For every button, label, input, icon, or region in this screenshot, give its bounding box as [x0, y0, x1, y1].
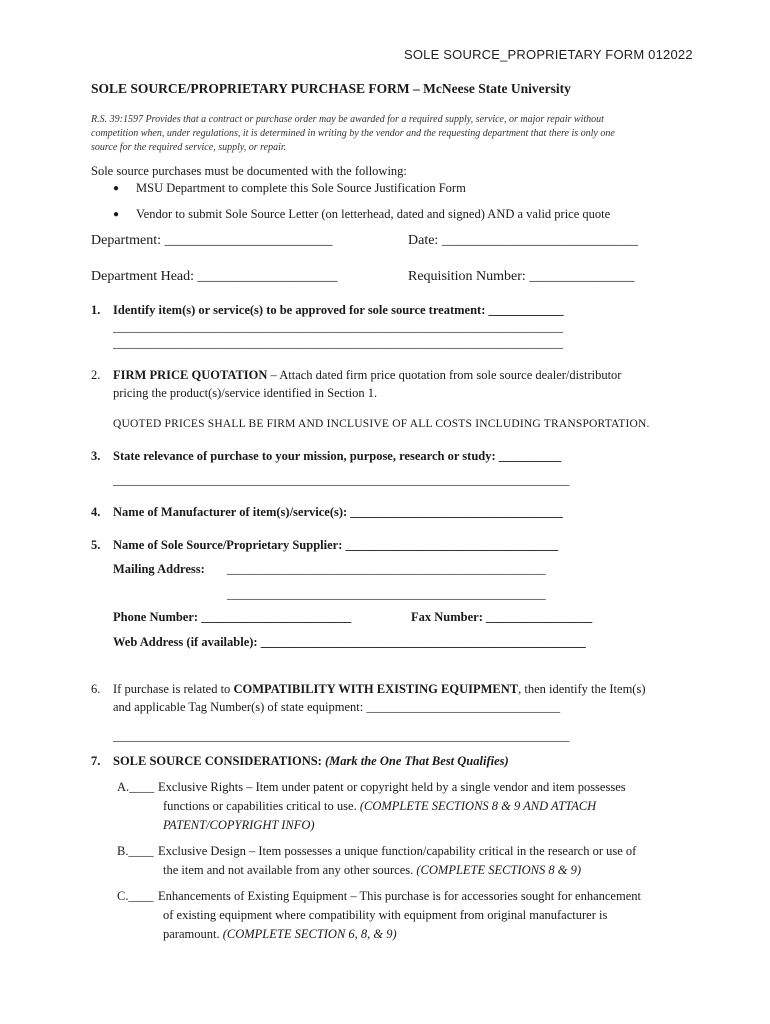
section-6-post: , then identify the Item(s): [518, 682, 646, 696]
statute-line-2: competition when, under regulations, it is determined in writing by the vendor and the requesting department that there is only one: [91, 128, 615, 139]
option-a-line-3: PATENT/COPYRIGHT INFO): [163, 818, 315, 832]
intro-bullet-1: MSU Department to complete this Sole Source Justification Form: [136, 181, 466, 195]
fax-number-field[interactable]: Fax Number: _________________: [411, 610, 593, 624]
section-4-text[interactable]: Name of Manufacturer of item(s)/service(s): __________________________________: [113, 505, 563, 519]
option-a-line-2-text: functions or capabilities critical to use.: [163, 799, 360, 813]
option-a-line-1: Exclusive Rights – Item under patent or copyright held by a single vendor and item possesses: [158, 780, 626, 794]
option-c-checkbox[interactable]: C.____: [117, 889, 154, 903]
option-c-line-3-note: (COMPLETE SECTION 6, 8, & 9): [222, 927, 397, 941]
mailing-address-label: Mailing Address:: [113, 562, 205, 576]
bullet-icon: ●: [113, 209, 120, 220]
section-6-heading: COMPATIBILITY WITH EXISTING EQUIPMENT: [233, 682, 519, 696]
phone-number-field[interactable]: Phone Number: ________________________: [113, 610, 352, 624]
section-number: 4.: [91, 505, 101, 519]
section-number: 7.: [91, 754, 101, 768]
section-2-line-2: pricing the product(s)/service identified in Section 1.: [113, 386, 378, 400]
option-b-checkbox[interactable]: B.____: [117, 844, 154, 858]
statute-line-3: source for the required service, supply, or repair.: [91, 142, 287, 153]
form-id-header: SOLE SOURCE_PROPRIETARY FORM 012022: [404, 47, 693, 62]
section-2-text: [113, 368, 621, 383]
section-3-text[interactable]: State relevance of purchase to your mission, purpose, research or study: __________: [113, 449, 562, 463]
mailing-address-line-b[interactable]: ___________________________________________________: [227, 587, 546, 601]
intro-lead: Sole source purchases must be documented with the following:: [91, 164, 407, 178]
department-field[interactable]: Department: ________________________: [91, 233, 333, 248]
option-a-line-2: [163, 799, 596, 814]
department-head-field[interactable]: Department Head: ____________________: [91, 269, 338, 284]
section-1-text[interactable]: Identify item(s) or service(s) to be approved for sole source treatment: ____________: [113, 303, 564, 317]
bullet-icon: ●: [113, 183, 120, 194]
section-6-text: [113, 682, 646, 697]
section-7-title: SOLE SOURCE CONSIDERATIONS:: [113, 754, 322, 768]
section-3-line-a[interactable]: _________________________________________________________________________: [113, 473, 570, 487]
section-7-instruction: (Mark the One That Best Qualifies): [321, 754, 509, 768]
option-c-line-1: Enhancements of Existing Equipment – This purchase is for accessories sought for enhancement: [158, 889, 641, 903]
option-b-line-2-text: the item and not available from any other sources.: [163, 863, 417, 877]
date-field[interactable]: Date: ____________________________: [408, 233, 638, 248]
option-c-line-2: of existing equipment where compatibility with equipment from original manufacturer is: [163, 908, 608, 922]
option-b-line-1: Exclusive Design – Item possesses a unique function/capability critical in the research or use of: [158, 844, 637, 858]
section-1-line-b[interactable]: ________________________________________________________________________: [113, 336, 563, 350]
intro-bullet-2: Vendor to submit Sole Source Letter (on letterhead, dated and signed) AND a valid price quote: [136, 207, 611, 221]
statute-line-1: R.S. 39:1597 Provides that a contract or purchase order may be awarded for a required supply, service, or major repair without: [91, 114, 604, 125]
section-2-caps-note: QUOTED PRICES SHALL BE FIRM AND INCLUSIVE OF ALL COSTS INCLUDING TRANSPORTATION.: [113, 418, 650, 430]
section-1-line-a[interactable]: ________________________________________________________________________: [113, 320, 563, 334]
section-number: 2.: [91, 368, 101, 382]
option-c-line-3: [163, 927, 397, 942]
option-a-line-2-note: (COMPLETE SECTIONS 8 & 9 AND ATTACH: [359, 799, 597, 813]
section-2-rest: – Attach dated firm price quotation from sole source dealer/distributor: [267, 368, 622, 382]
section-6-line-2[interactable]: and applicable Tag Number(s) of state equipment: _______________________________: [113, 700, 561, 714]
option-b-line-2-note: (COMPLETE SECTIONS 8 & 9): [416, 863, 581, 877]
option-a-checkbox[interactable]: A.____: [117, 780, 155, 794]
section-number: 1.: [91, 303, 101, 317]
section-number: 5.: [91, 538, 101, 552]
section-number: 3.: [91, 449, 101, 463]
page-title: SOLE SOURCE/PROPRIETARY PURCHASE FORM – McNeese State University: [91, 81, 571, 96]
section-2-heading: FIRM PRICE QUOTATION: [113, 368, 268, 382]
section-6-line-a[interactable]: _________________________________________________________________________: [113, 729, 570, 743]
requisition-number-field[interactable]: Requisition Number: _______________: [408, 269, 635, 284]
section-7-heading: [113, 754, 509, 769]
mailing-address-line-a[interactable]: ___________________________________________________: [227, 562, 546, 576]
section-number: 6.: [91, 682, 101, 696]
section-5-text[interactable]: Name of Sole Source/Proprietary Supplier: __________________________________: [113, 538, 558, 552]
section-6-pre: If purchase is related to: [113, 682, 234, 696]
web-address-field[interactable]: Web Address (if available): ____________________________________________________: [113, 635, 586, 649]
option-b-line-2: [163, 863, 581, 878]
option-c-line-3-text: paramount.: [163, 927, 223, 941]
